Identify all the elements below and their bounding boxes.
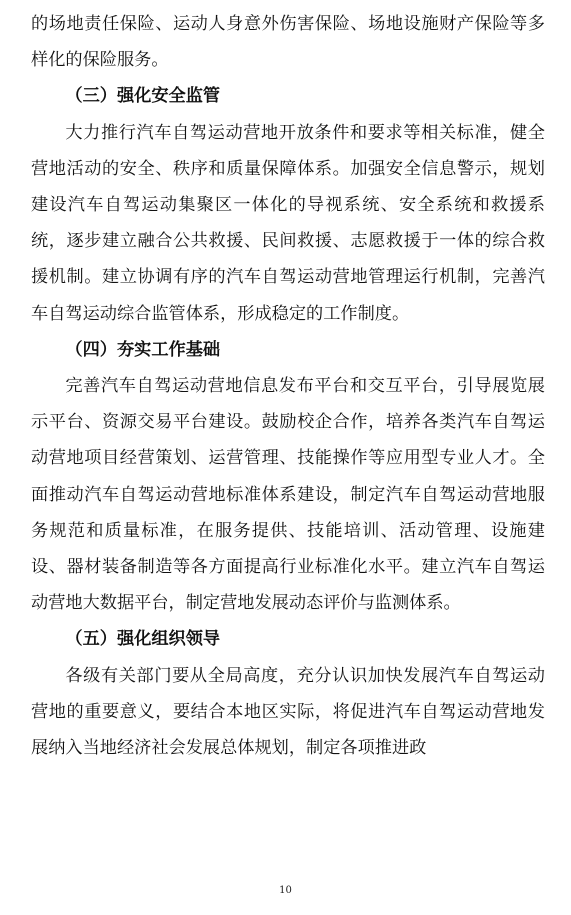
heading-work-foundation: （四）夯实工作基础 [65, 339, 221, 360]
paragraph-insurance-tail: 的场地责任保险、运动人身意外伤害保险、场地设施财产保险等多样化的保险服务。 [31, 14, 545, 71]
heading-safety-supervision: （三）强化安全监管 [65, 86, 221, 107]
document-body [31, 6, 545, 766]
page-number: 10 [279, 885, 292, 896]
paragraph-safety-supervision: 大力推行汽车自驾运动营地开放条件和要求等相关标准，健全营地活动的安全、秩序和质量保障体系。加强安全信息警示，规划建设汽车自驾运动集聚区一体化的导视系统、安全系统和救援系统，逐步建立融合公共救援、民间救援、志愿救援于一体的综合救援机制。建立协调有序的汽车自驾运动营地管理运行机制，完善汽车自驾运动综合监管体系，形成稳定的工作制度。 [31, 122, 545, 324]
heading-organization-leadership: （五）强化组织领导 [65, 629, 221, 650]
paragraph-organization-leadership: 各级有关部门要从全局高度，充分认识加快发展汽车自驾运动营地的重要意义，要结合本地区实际，将促进汽车自驾运动营地发展纳入当地经济社会发展总体规划，制定各项推进政 [31, 665, 545, 759]
paragraph-work-foundation: 完善汽车自驾运动营地信息发布平台和交互平台，引导展览展示平台、资源交易平台建设。鼓励校企合作，培养各类汽车自驾运动营地项目经营策划、运营管理、技能操作等应用型专业人才。全面推动汽车自驾运动营地标准体系建设，制定汽车自驾运动营地服务规范和质量标准，在服务提供、技能培训、活动管理、设施建设、器材装备制造等各方面提高行业标准化水平。建立汽车自驾运动营地大数据平台，制定营地发展动态评价与监测体系。 [31, 376, 545, 614]
